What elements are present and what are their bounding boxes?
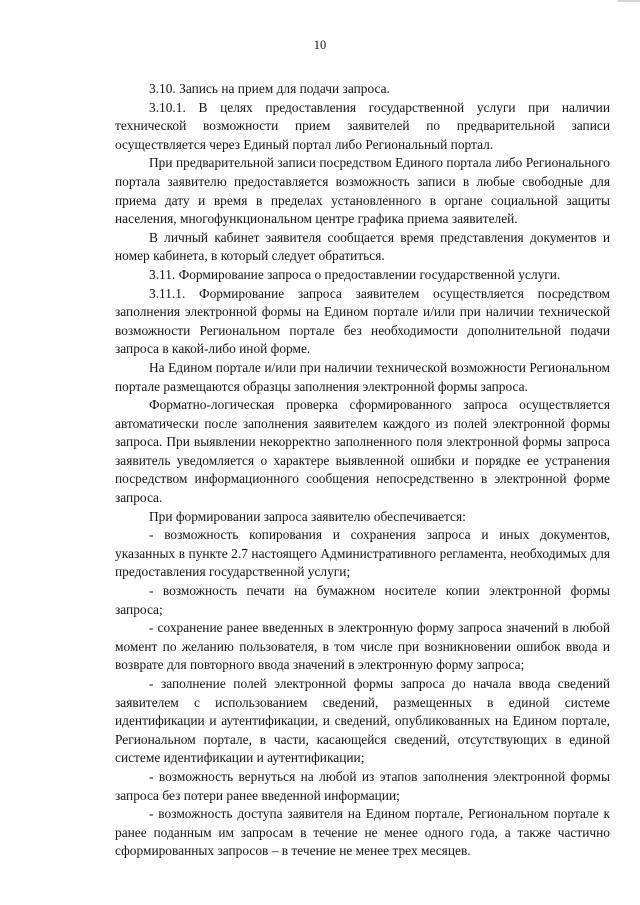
list-item-print: - возможность печати на бумажном носителе копии электронной формы запроса; <box>115 583 610 617</box>
paragraph-3-11-1: 3.11.1. Формирование запроса заявителем осуществляется посредством заполнения электронной формы на Едином портале и/или при наличии технической возможности Региональном портале без необходимости дополнительной подачи запроса в какой-либо иной форме. <box>115 285 610 357</box>
list-item-copy-save: - возможность копирования и сохранения запроса и иных документов, указанных в пункте 2.7 настоящего Административного регламента, необходимых для предоставления государственной услуги; <box>115 527 610 580</box>
paragraph-form-samples: На Едином портале и/или при наличии технической возможности Региональном портале размещаются образцы заполнения электронной формы запроса. <box>115 359 610 394</box>
paragraph-format-check: Форматно-логическая проверка сформированного запроса осуществляется автоматически после заполнения заявителем каждого из полей электронной формы запроса. При выявлении некорректно заполненного поля электронной формы запроса заявитель уведомляется о характере выявленной ошибки и порядке ее устранения посредством информационного сообщения непосредственно в электронной форме запроса. <box>115 397 610 506</box>
list-item-access-history: - возможность доступа заявителя на Едином портале, Региональном портале к ранее поданным им запросам в течение не менее одного года, а также частично сформированных запросов – в течение не менее трех месяцев. <box>115 806 610 859</box>
paragraph-3-10-1: 3.10.1. В целях предоставления государственной услуги при наличии технической возможности прием заявителей по предварительной записи осуществляется через Единый портал либо Региональный портал. <box>115 99 610 152</box>
page-number: 10 <box>313 38 327 52</box>
section-heading-3-11: 3.11. Формирование запроса о предоставлении государственной услуги. <box>149 266 561 282</box>
list-item-save-values: - сохранение ранее введенных в электронную форму запроса значений в любой момент по желанию пользователя, в том числе при возникновении ошибок ввода и возврате для повторного ввода значений в электронную форму запроса; <box>115 620 610 673</box>
paragraph-preliminary-booking: При предварительной записи посредством Единого портала либо Регионального портала заявителю предоставляется возможность записи в любые свободные для приема дату и время в пределах установленного в органе социальной защиты населения, многофункциональном центре графика приема заявителей. <box>115 155 610 227</box>
paragraph-personal-cabinet: В личный кабинет заявителя сообщается время представления документов и номер кабинета, в который следует обратиться. <box>115 229 610 264</box>
paragraph-provisions-intro: При формировании запроса заявителю обеспечивается: <box>149 508 466 524</box>
scan-edge-mark <box>618 0 640 2</box>
list-item-go-back: - возможность вернуться на любой из этапов заполнения электронной формы запроса без потери ранее введенной информации; <box>115 768 610 803</box>
document-body <box>115 80 610 861</box>
list-item-prefill: - заполнение полей электронной формы запроса до начала ввода сведений заявителем с использованием сведений, размещенных в единой системе идентификации и аутентификации, и сведений, опубликованных на Едином портале, Региональном портале, в части, касающейся сведений, отсутствующих в единой системе идентификации и аутентификации; <box>115 676 610 766</box>
section-heading-3-10: 3.10. Запись на прием для подачи запроса. <box>149 81 390 96</box>
